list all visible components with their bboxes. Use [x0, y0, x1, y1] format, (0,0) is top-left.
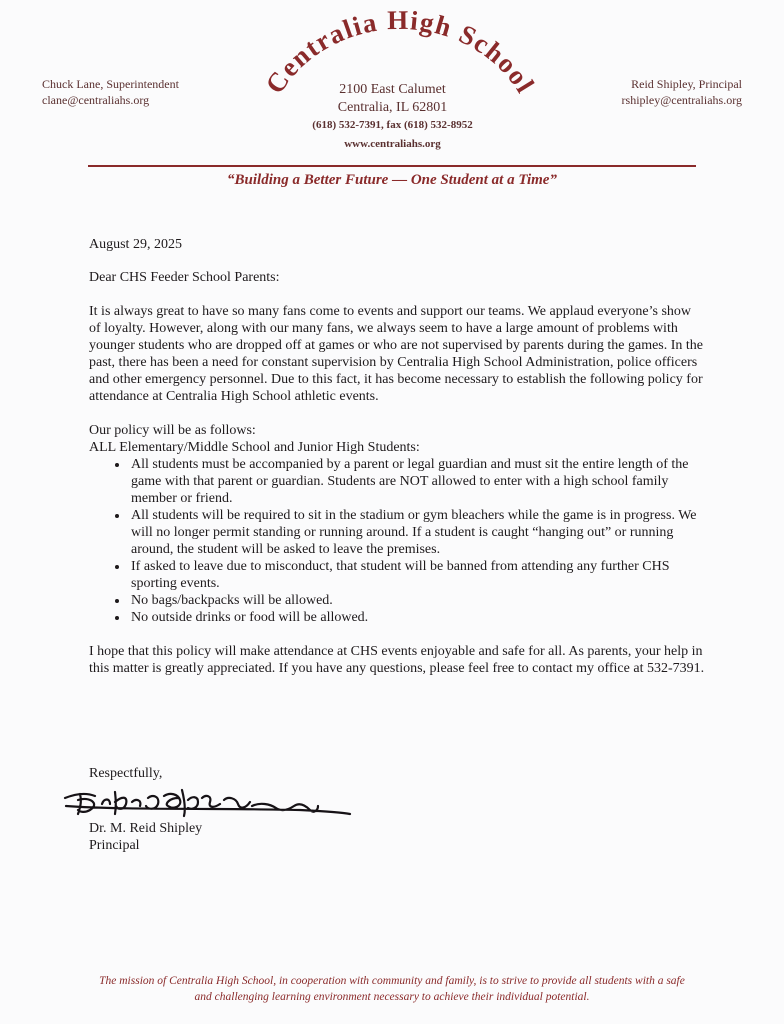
principal-email: rshipley@centraliahs.org: [621, 93, 742, 107]
principal-name: Reid Shipley, Principal: [631, 77, 742, 91]
policy-intro: Our policy will be as follows:: [89, 423, 256, 438]
phone-fax: (618) 532-7391, fax (618) 532-8952: [312, 119, 473, 131]
policy-item: • No outside drinks or food will be allowed.: [129, 609, 705, 626]
policy-item: • All students will be required to sit in the stadium or gym bleachers while the game is in progress. We will no longer permit standing or running around. If a student is caught “hanging out” or running around, the student will be asked to leave the premises.: [129, 507, 705, 558]
policy-item: • No bags/backpacks will be allowed.: [129, 592, 705, 609]
header-divider: [88, 165, 696, 167]
superintendent-contact: [42, 76, 179, 108]
policy-item: • All students must be accompanied by a parent or legal guardian and must sit the entire length of the game with that parent or guardian. Students are NOT allowed to enter with a high school family member or friend.: [129, 456, 705, 507]
closing: Respectfully,: [89, 766, 163, 781]
superintendent-name: Chuck Lane, Superintendent: [42, 77, 179, 91]
address-city: Centralia, IL 62801: [337, 100, 448, 115]
letter-date: August 29, 2025: [89, 237, 182, 252]
motto: “Building a Better Future — One Student at a Time”: [227, 172, 557, 188]
policy-section: [89, 422, 705, 626]
paragraph-2: I hope that this policy will make attendance at CHS events enjoyable and safe for all. As parents, your help in this matter is greatly appreciated. If you have any questions, please feel free to contact my office at 532-7391.: [89, 644, 705, 676]
signer-name: Dr. M. Reid Shipley: [89, 821, 203, 836]
address-street: 2100 East Calumet: [339, 82, 446, 97]
paragraph-1: It is always great to have so many fans come to events and support our teams. We applaud everyone’s show of loyalty. However, along with our many fans, we always seem to have a large amount of problems with younger students who are dropped off at games or who are not supervised by parents during the games. In the past, there has been a need for constant supervision by Centralia High School Administration, police officers and other emergency personnel. Due to this fact, it has become necessary to establish the following policy for attendance at Centralia High School athletic events.: [89, 304, 704, 404]
signature-image: [60, 776, 360, 826]
policy-scope: ALL Elementary/Middle School and Junior High Students:: [89, 440, 420, 455]
school-name: Centralia High School: [259, 6, 541, 99]
superintendent-email: clane@centraliahs.org: [42, 93, 150, 107]
letter-body: [89, 236, 705, 694]
signer-block: [89, 820, 202, 854]
greeting: Dear CHS Feeder School Parents:: [89, 270, 280, 285]
mission-statement: [40, 973, 744, 1005]
policy-item: • If asked to leave due to misconduct, that student will be banned from attending any further CHS sporting events.: [129, 558, 705, 592]
signer-title: Principal: [89, 838, 140, 853]
mission-line-1: The mission of Centralia High School, in cooperation with community and family, is to strive to provide all students with a safe: [99, 975, 685, 987]
mission-line-2: and challenging learning environment necessary to achieve their individual potential.: [194, 991, 590, 1003]
policy-list: [89, 456, 705, 626]
website[interactable]: www.centraliahs.org: [344, 138, 441, 150]
principal-contact: [622, 76, 742, 108]
